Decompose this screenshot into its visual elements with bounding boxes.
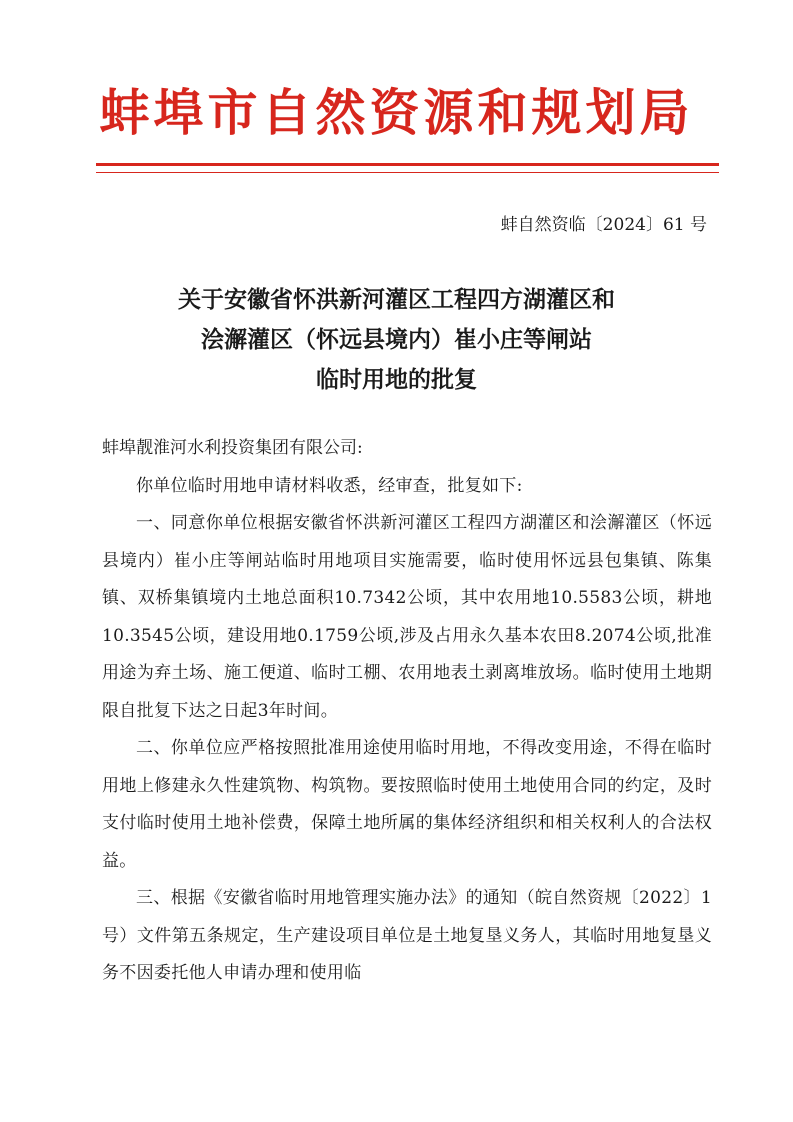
issuer-masthead: 蚌埠市自然资源和规划局 (99, 84, 694, 142)
title-line: 关于安徽省怀洪新河灌区工程四方湖灌区和 (178, 287, 615, 313)
document-body (102, 430, 712, 993)
salutation: 蚌埠靓淮河水利投资集团有限公司: (102, 438, 363, 458)
body-paragraph: 三、根据《安徽省临时用地管理实施办法》的通知（皖自然资规〔2022〕1号）文件第五条规定，生产建设项目单位是土地复垦义务人，其临时用地复垦义务不因委托他人申请办理和使用临 (102, 888, 712, 983)
masthead-rule-thick (96, 163, 719, 166)
document-number: 蚌自然资临〔2024〕61 号 (500, 215, 707, 235)
title-line: 浍澥灌区（怀远县境内）崔小庄等闸站 (201, 327, 592, 353)
title-line: 临时用地的批复 (316, 367, 477, 393)
body-paragraph: 一、同意你单位根据安徽省怀洪新河灌区工程四方湖灌区和浍澥灌区（怀远县境内）崔小庄等闸站临时用地项目实施需要，临时使用怀远县包集镇、陈集镇、双桥集镇境内土地总面积10.7342公顷，其中农用地10.5583公顷，耕地10.3545公顷，建设用地0.1759公顷,涉及占用永久基本农田8.2074公顷,批准用途为弃土场、施工便道、临时工棚、农用地表土剥离堆放场。临时使用土地期限自批复下达之日起3年时间。 (102, 513, 712, 721)
body-paragraph: 你单位临时用地申请材料收悉，经审查，批复如下: (136, 475, 523, 496)
body-paragraph: 二、你单位应严格按照批准用途使用临时用地，不得改变用途，不得在临时用地上修建永久性建筑物、构筑物。要按照临时使用土地使用合同的约定，及时支付临时使用土地补偿费，保障土地所属的集体经济组织和相关权利人的合法权益。 (102, 738, 712, 871)
masthead-rule-thin (96, 172, 719, 173)
document-title (60, 280, 733, 400)
